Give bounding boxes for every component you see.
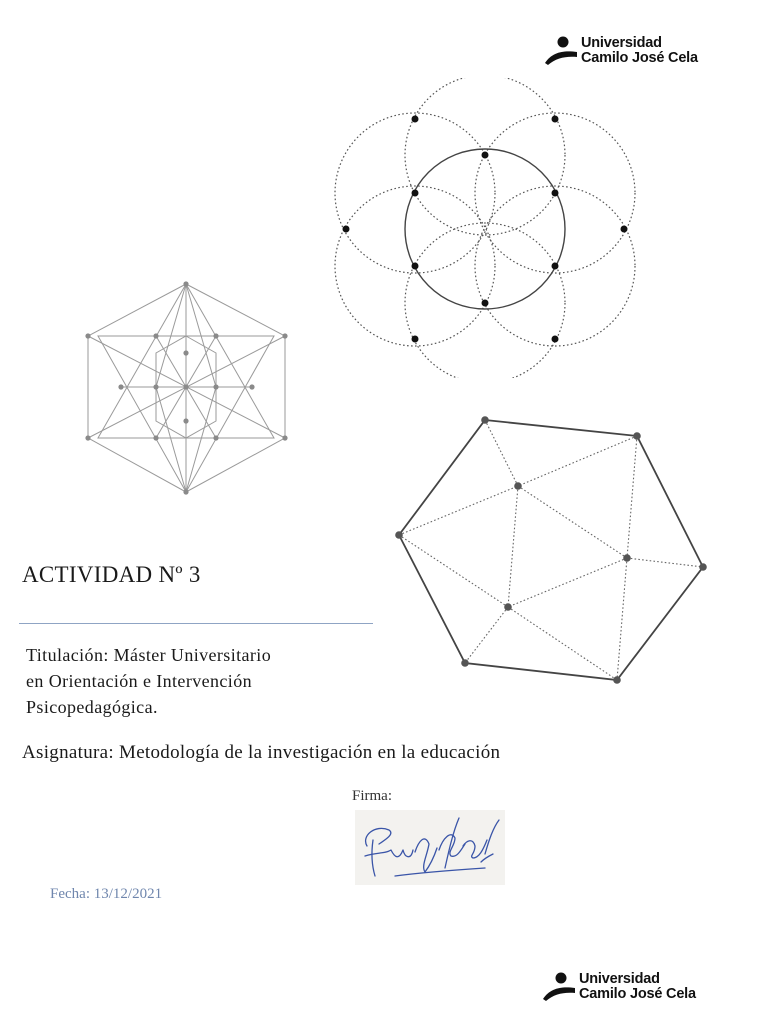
firma-label: Firma: (352, 788, 392, 804)
titulacion-line-2: en Orientación e Intervención (26, 671, 253, 691)
handwritten-signature-icon (355, 810, 505, 885)
logo-line-1: Universidad (581, 35, 662, 51)
logo-line-2: Camilo José Cela (579, 986, 696, 1002)
title-divider (19, 623, 373, 624)
icosahedron-icon (390, 412, 712, 692)
person-logo-icon (544, 36, 578, 66)
hexagram-star-icon (82, 280, 292, 496)
fecha: Fecha: 13/12/2021 (50, 886, 163, 902)
titulacion-line-1: Titulación: Máster Universitario (26, 645, 272, 665)
university-logo-top (544, 36, 698, 66)
logo-line-1: Universidad (579, 971, 660, 987)
page-title: ACTIVIDAD Nº 3 (22, 562, 201, 587)
titulacion-block (26, 642, 271, 720)
logo-line-2: Camilo José Cela (581, 50, 698, 66)
university-logo-bottom (542, 972, 696, 1002)
asignatura: Asignatura: Metodología de la investigación en la educación (22, 742, 501, 763)
titulacion-line-3: Psicopedagógica. (26, 697, 158, 717)
seed-of-life-icon (330, 78, 640, 378)
person-logo-icon (542, 972, 576, 1002)
signature-image (355, 810, 505, 885)
